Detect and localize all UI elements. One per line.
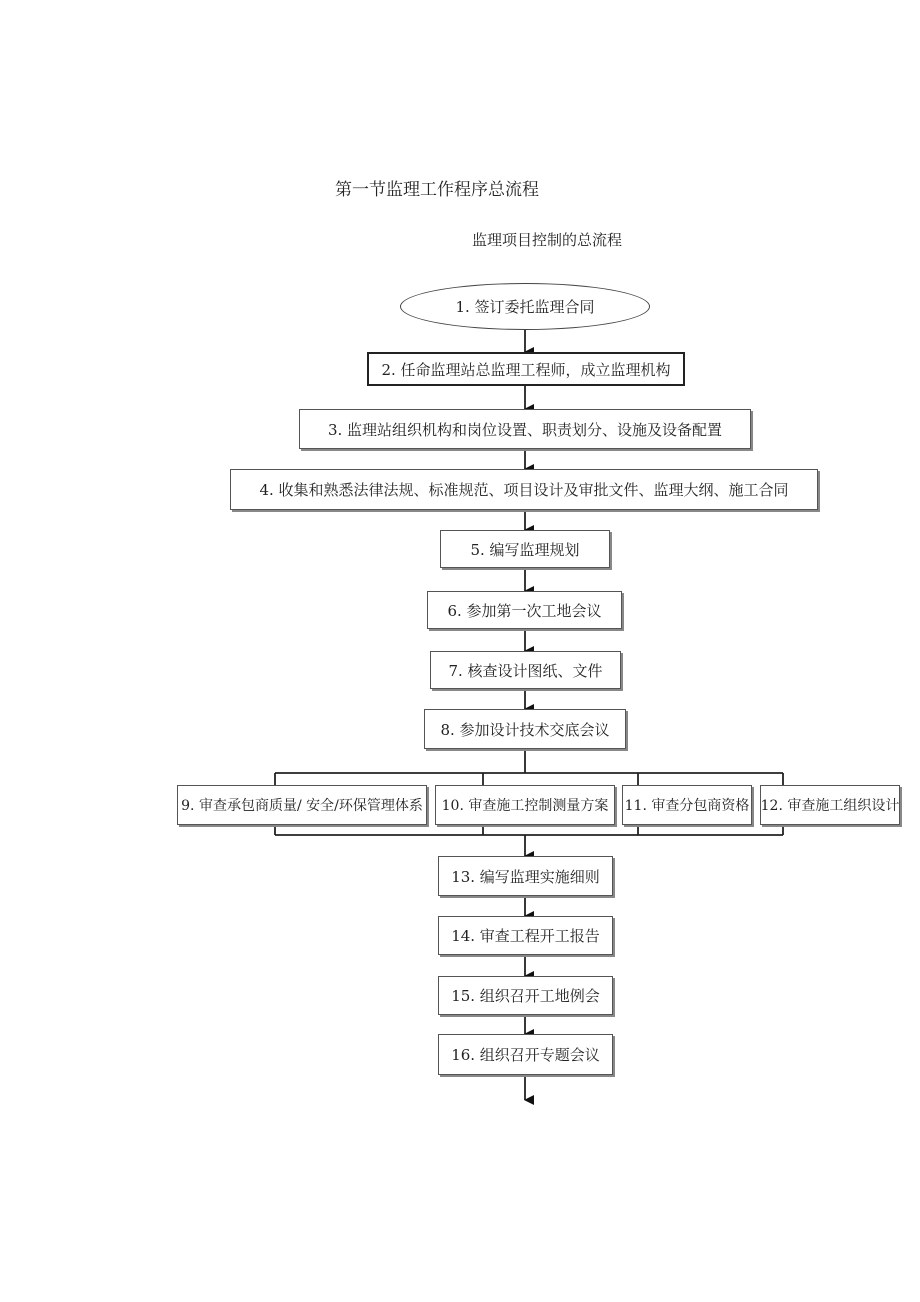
step-10-node	[435, 785, 615, 825]
step-11-label: 11. 审查分包商资格	[624, 798, 750, 814]
step-5-label: 5. 编写监理规划	[470, 540, 580, 559]
flowchart-title: 监理项目控制的总流程	[472, 231, 623, 249]
step-16-node	[438, 1034, 613, 1075]
step-4-node	[230, 469, 818, 510]
step-5-node	[440, 530, 610, 568]
step-13-label: 13. 编写监理实施细则	[451, 867, 600, 886]
step-3-label: 3. 监理站组织机构和岗位设置、职责划分、设施及设备配置	[327, 420, 723, 439]
step-11-node	[622, 785, 752, 825]
section-title: 第一节监理工作程序总流程	[335, 180, 539, 200]
step-9-node	[177, 785, 427, 825]
step-9-label: 9. 审查承包商质量/ 安全/环保管理体系	[181, 798, 423, 814]
step-4-label: 4. 收集和熟悉法律法规、标准规范、项目设计及审批文件、监理大纲、施工合同	[259, 481, 789, 499]
step-12-label: 12. 审查施工组织设计	[760, 798, 900, 814]
step-16-label: 16. 组织召开专题会议	[451, 1046, 600, 1064]
step-10-label: 10. 审查施工控制测量方案	[441, 798, 609, 814]
step-13-node	[438, 856, 613, 896]
step-2-node	[367, 352, 685, 386]
step-3-node	[299, 409, 751, 449]
step-6-label: 6. 参加第一次工地会议	[447, 601, 602, 620]
step-8-label: 8. 参加设计技术交底会议	[440, 720, 610, 739]
step-1-label: 1. 签订委托监理合同	[455, 298, 595, 316]
step-14-label: 14. 审查工程开工报告	[451, 927, 600, 945]
step-15-label: 15. 组织召开工地例会	[451, 987, 600, 1005]
step-1-node	[400, 283, 650, 330]
step-7-label: 7. 核查设计图纸、文件	[448, 661, 603, 680]
step-2-label: 2. 任命监理站总监理工程师，成立监理机构	[381, 360, 671, 379]
step-8-node	[424, 709, 626, 749]
step-15-node	[438, 976, 613, 1015]
step-12-node	[760, 785, 900, 825]
step-6-node	[427, 591, 622, 629]
step-7-node	[430, 651, 621, 689]
step-14-node	[438, 916, 613, 955]
